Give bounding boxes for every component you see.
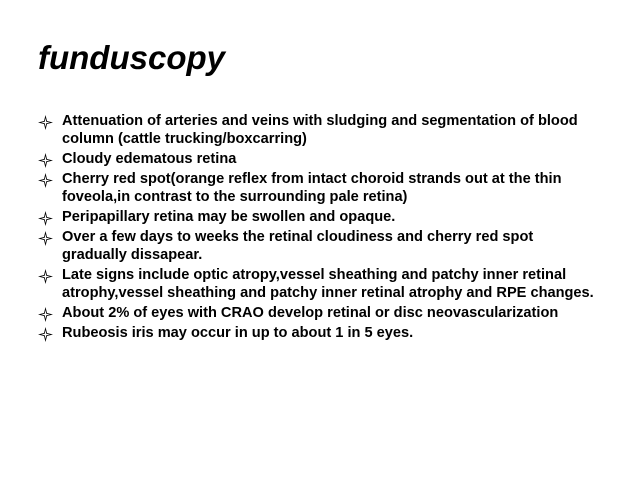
bullet-item	[38, 266, 598, 302]
bullet-item	[38, 150, 598, 168]
diamond-bullet-icon	[38, 231, 53, 246]
bullet-item	[38, 304, 598, 322]
diamond-bullet-icon	[38, 307, 53, 322]
bullet-item	[38, 324, 598, 342]
bullet-text: Rubeosis iris may occur in up to about 1 in 5 eyes.	[62, 325, 414, 341]
diamond-bullet-icon	[38, 269, 53, 284]
diamond-bullet-icon	[38, 115, 53, 130]
bullet-item	[38, 170, 598, 206]
diamond-bullet-icon	[38, 211, 53, 226]
bullet-text: Cherry red spot(orange reflex from intact choroid strands out at the thin foveola,in contrast to the surrounding pale retina)	[62, 171, 562, 205]
bullet-list	[38, 112, 598, 344]
bullet-text: About 2% of eyes with CRAO develop retinal or disc neovascularization	[62, 305, 559, 321]
bullet-text: Late signs include optic atropy,vessel sheathing and patchy inner retinal atrophy,vessel sheathing and patchy inner retinal atrophy and RPE changes.	[62, 267, 594, 301]
diamond-bullet-icon	[38, 327, 53, 342]
bullet-item	[38, 112, 598, 148]
diamond-bullet-icon	[38, 173, 53, 188]
slide-title: funduscopy	[38, 39, 225, 76]
bullet-text: Attenuation of arteries and veins with sludging and segmentation of blood column (cattle trucking/boxcarring)	[62, 113, 578, 147]
diamond-bullet-icon	[38, 153, 53, 168]
bullet-text: Cloudy edematous retina	[62, 151, 237, 167]
bullet-item	[38, 228, 598, 264]
bullet-text: Over a few days to weeks the retinal cloudiness and cherry red spot gradually dissapear.	[62, 229, 534, 263]
bullet-text: Peripapillary retina may be swollen and opaque.	[62, 209, 396, 225]
bullet-item	[38, 208, 598, 226]
